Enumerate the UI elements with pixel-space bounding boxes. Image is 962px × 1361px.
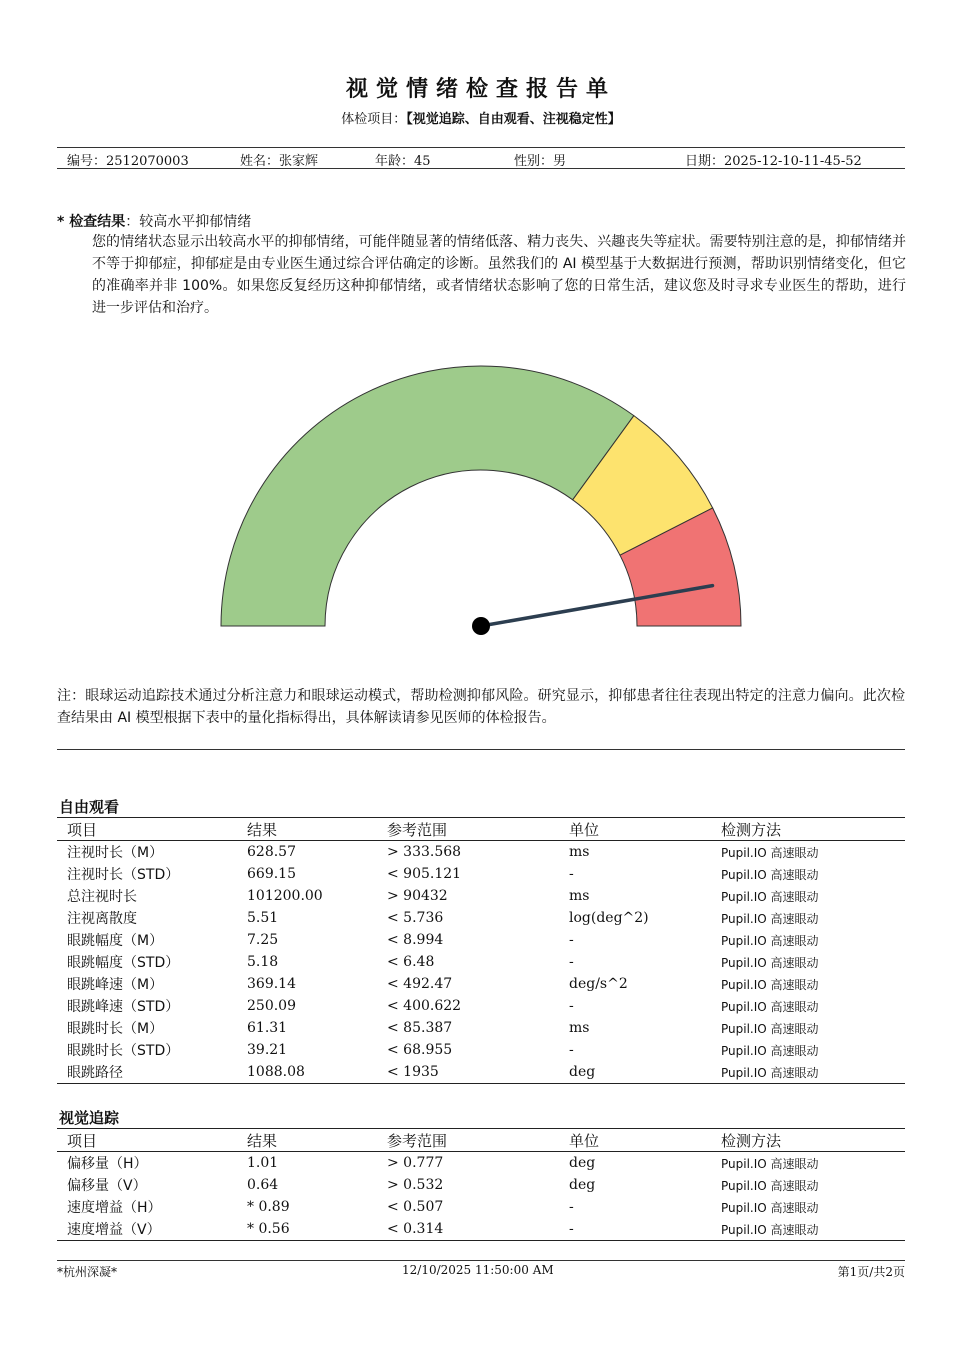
row-range: > 90432 xyxy=(387,888,448,904)
row-range: < 5.736 xyxy=(387,910,444,926)
patient-name: 姓名：张家辉 xyxy=(240,154,319,169)
col-method: 检测方法 xyxy=(711,818,905,841)
row-range: > 0.532 xyxy=(387,1177,444,1193)
row-method: Pupil.IO 高速眼动 xyxy=(721,1021,819,1036)
row-name: 总注视时长 xyxy=(67,889,137,905)
row-name: 速度增益（H） xyxy=(67,1200,162,1216)
row-method: Pupil.IO 高速眼动 xyxy=(721,1156,819,1171)
row-unit: - xyxy=(569,866,574,882)
row-result: 39.21 xyxy=(247,1042,288,1058)
row-unit: ms xyxy=(569,1020,590,1036)
result-value: 较高水平抑郁情绪 xyxy=(139,214,252,230)
row-method: Pupil.IO 高速眼动 xyxy=(721,1178,819,1193)
row-result: 0.64 xyxy=(247,1177,279,1193)
exam-items xyxy=(0,108,962,127)
row-name: 眼跳峰速（STD） xyxy=(67,999,180,1015)
col-method: 检测方法 xyxy=(711,1129,905,1152)
gauge-zones xyxy=(221,366,741,626)
row-method: Pupil.IO 高速眼动 xyxy=(721,933,819,948)
note-text: 注：眼球运动追踪技术通过分析注意力和眼球运动模式，帮助检测抑郁风险。研究显示，抑郁患者往往表现出特定的注意力偏向。此次检查结果由 AI 模型根据下表中的量化指标得出，具体解读请参见医师的体检报告。 xyxy=(57,688,905,726)
row-unit: - xyxy=(569,998,574,1014)
exam-items-label: 体检项目： xyxy=(341,112,407,127)
table-header xyxy=(57,1129,905,1152)
exam-items-value: 【视觉追踪、自由观看、注视稳定性】 xyxy=(406,112,621,127)
table-row xyxy=(57,841,905,864)
row-unit: - xyxy=(569,954,574,970)
table-row xyxy=(57,1196,905,1218)
table-row xyxy=(57,973,905,995)
divider xyxy=(57,168,905,169)
row-name: 注视离散度 xyxy=(67,911,137,927)
row-result: 7.25 xyxy=(247,932,279,948)
patient-age: 年龄：45 xyxy=(375,154,431,169)
table-row xyxy=(57,885,905,907)
row-result: 628.57 xyxy=(247,844,296,860)
table-row xyxy=(57,1174,905,1196)
row-method: Pupil.IO 高速眼动 xyxy=(721,1200,819,1215)
mood-gauge xyxy=(200,355,760,645)
row-result: 5.18 xyxy=(247,954,279,970)
footer-company: *杭州深凝* xyxy=(57,1265,118,1279)
footer-page-number: 第1页/共2页 xyxy=(837,1265,905,1279)
row-result: 1088.08 xyxy=(237,1061,377,1084)
row-unit: - xyxy=(569,932,574,948)
row-name: 注视时长（STD） xyxy=(67,867,180,883)
row-range: < 905.121 xyxy=(387,866,462,882)
row-range: < 8.994 xyxy=(387,932,444,948)
table-row xyxy=(57,1039,905,1061)
col-unit: 单位 xyxy=(559,1129,711,1152)
row-unit: log(deg^2) xyxy=(569,910,649,926)
row-method: Pupil.IO 高速眼动 xyxy=(711,1218,905,1241)
col-result: 结果 xyxy=(237,818,377,841)
row-unit: ms xyxy=(569,844,590,860)
row-method: Pupil.IO 高速眼动 xyxy=(721,999,819,1014)
col-item: 项目 xyxy=(57,1129,237,1152)
row-range: < 1935 xyxy=(377,1061,559,1084)
row-name: 注视时长（M） xyxy=(67,845,164,861)
table-row xyxy=(57,951,905,973)
exam-date: 日期：2025-12-10-11-45-52 xyxy=(685,154,862,169)
row-result: * 0.56 xyxy=(237,1218,377,1241)
patient-gender: 性别：男 xyxy=(514,154,567,169)
row-range: < 85.387 xyxy=(387,1020,453,1036)
table-row xyxy=(57,1152,905,1175)
section-title-free-viewing: 自由观看 xyxy=(59,798,120,816)
row-name: 眼跳时长（STD） xyxy=(67,1043,180,1059)
divider xyxy=(57,147,905,148)
result-heading: * 检查结果：较高水平抑郁情绪 xyxy=(57,214,252,230)
row-range: < 400.622 xyxy=(387,998,462,1014)
row-method: Pupil.IO 高速眼动 xyxy=(711,1061,905,1084)
visual-tracking-table xyxy=(57,1128,905,1241)
divider xyxy=(57,749,905,750)
row-range: < 0.507 xyxy=(387,1199,444,1215)
table-row xyxy=(57,1061,905,1084)
table-row xyxy=(57,1218,905,1241)
row-name: 眼跳路径 xyxy=(57,1061,237,1084)
footer-timestamp: 12/10/2025 11:50:00 AM xyxy=(402,1263,554,1277)
row-name: 速度增益（V） xyxy=(57,1218,237,1241)
result-label: 检查结果 xyxy=(69,214,126,230)
row-method: Pupil.IO 高速眼动 xyxy=(721,955,819,970)
row-result: 101200.00 xyxy=(247,888,323,904)
row-range: < 492.47 xyxy=(387,976,453,992)
table-row xyxy=(57,1017,905,1039)
table-row xyxy=(57,929,905,951)
table-row xyxy=(57,863,905,885)
row-result: * 0.89 xyxy=(247,1199,290,1215)
row-range: > 333.568 xyxy=(387,844,462,860)
row-method: Pupil.IO 高速眼动 xyxy=(721,867,819,882)
divider xyxy=(57,1260,905,1261)
row-result: 669.15 xyxy=(247,866,296,882)
row-name: 眼跳峰速（M） xyxy=(67,977,164,993)
row-range: < 0.314 xyxy=(377,1218,559,1241)
row-unit: deg xyxy=(569,1155,596,1171)
row-result: 369.14 xyxy=(247,976,296,992)
row-name: 眼跳幅度（STD） xyxy=(67,955,180,971)
row-range: > 0.777 xyxy=(387,1155,444,1171)
row-name: 偏移量（V） xyxy=(67,1178,147,1194)
row-result: 61.31 xyxy=(247,1020,288,1036)
table-row xyxy=(57,995,905,1017)
row-name: 眼跳幅度（M） xyxy=(67,933,164,949)
row-method: Pupil.IO 高速眼动 xyxy=(721,1043,819,1058)
free-viewing-table xyxy=(57,817,905,1084)
page-footer xyxy=(57,1263,905,1281)
row-unit: - xyxy=(559,1218,711,1241)
row-result: 250.09 xyxy=(247,998,296,1014)
gauge-hub xyxy=(472,617,490,635)
row-range: < 68.955 xyxy=(387,1042,453,1058)
row-name: 偏移量（H） xyxy=(67,1156,148,1172)
row-unit: deg/s^2 xyxy=(569,976,628,992)
patient-id: 编号：2512070003 xyxy=(67,154,189,169)
row-unit: - xyxy=(569,1199,574,1215)
row-method: Pupil.IO 高速眼动 xyxy=(721,845,819,860)
row-method: Pupil.IO 高速眼动 xyxy=(721,889,819,904)
report-title: 视觉情绪检查报告单 xyxy=(345,77,616,102)
row-unit: - xyxy=(569,1042,574,1058)
section-title-visual-tracking: 视觉追踪 xyxy=(59,1109,120,1127)
row-unit: deg xyxy=(569,1177,596,1193)
row-method: Pupil.IO 高速眼动 xyxy=(721,977,819,992)
row-result: 1.01 xyxy=(247,1155,279,1171)
row-name: 眼跳时长（M） xyxy=(67,1021,164,1037)
row-range: < 6.48 xyxy=(387,954,435,970)
col-range: 参考范围 xyxy=(377,818,559,841)
row-method: Pupil.IO 高速眼动 xyxy=(721,911,819,926)
result-description: 您的情绪状态显示出较高水平的抑郁情绪，可能伴随显著的情绪低落、精力丧失、兴趣丧失等症状。需要特别注意的是，抑郁情绪并不等于抑郁症，抑郁症是由专业医生通过综合评估确定的诊断。虽然我们的 AI 模型基于大数据进行预测，帮助识别情绪变化，但它的准确率并非 100%。如果您反复经历这种抑郁情绪，或者情绪状态影响了您的日常生活，建议您及时寻求专业医生的帮助，进行进一步评估和治疗。 xyxy=(92,234,906,316)
table-row xyxy=(57,907,905,929)
col-unit: 单位 xyxy=(559,818,711,841)
table-header xyxy=(57,818,905,841)
patient-info xyxy=(57,150,905,168)
row-unit: ms xyxy=(569,888,590,904)
gauge-zone-green xyxy=(221,366,634,626)
col-result: 结果 xyxy=(237,1129,377,1152)
row-unit: deg xyxy=(559,1061,711,1084)
col-range: 参考范围 xyxy=(377,1129,559,1152)
col-item: 项目 xyxy=(57,818,237,841)
row-result: 5.51 xyxy=(247,910,279,926)
